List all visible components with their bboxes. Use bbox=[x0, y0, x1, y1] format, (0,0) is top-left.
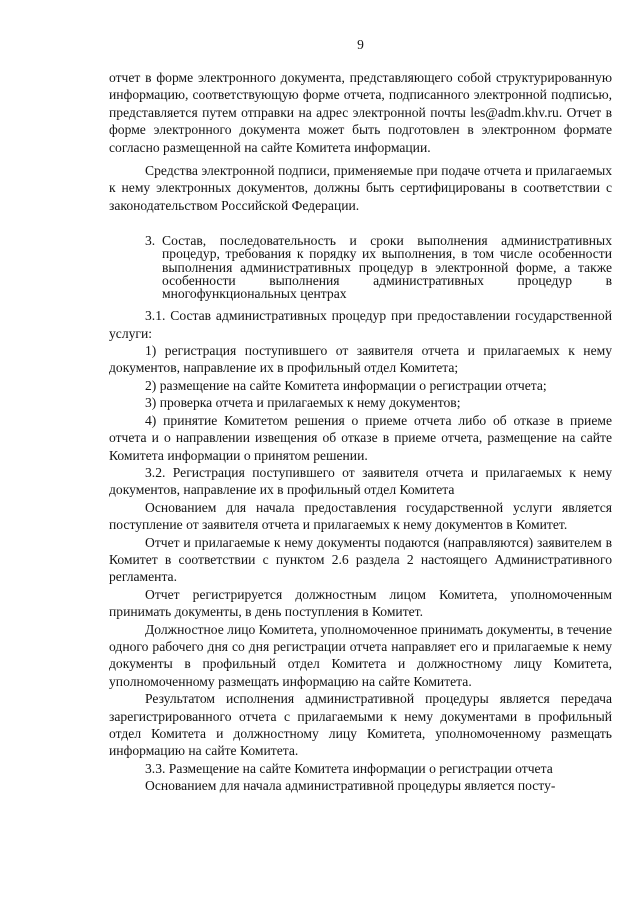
section-heading-3 bbox=[145, 234, 612, 300]
paragraph-result: Результатом исполнения административной процедуры является передача зарегистрированного отчета с прилагаемыми к нему документами в профильный отдел Комитета и должностному лицу Комитета, уполномоченному размещать информацию на сайте Комитета. bbox=[109, 691, 612, 759]
paragraph-3-2-title: 3.2. Регистрация поступившего от заявителя отчета и прилагаемых к нему документов, направление их в профильный отдел Комитета bbox=[109, 464, 612, 498]
list-item-2: 2) размещение на сайте Комитета информации о регистрации отчета; bbox=[145, 377, 547, 393]
document-body bbox=[109, 69, 612, 795]
paragraph-continuation: отчет в форме электронного документа, представляющего собой структурированную информацию, соответствующую форме отчета, подписанного электронной подписью, представляется путем отправки на адрес электронной почты les@adm.khv.ru. Отчет в форме электронного документа может быть подготовлен в электронном формате согласно размещенной на сайте Комитета информации. bbox=[109, 70, 612, 155]
paragraph-3-1: 3.1. Состав административных процедур при предоставлении государственной услуги: bbox=[109, 308, 612, 341]
list-item-3: 3) проверка отчета и прилагаемых к нему документов; bbox=[145, 395, 461, 411]
section-heading-number: 3. bbox=[145, 233, 156, 249]
paragraph-submission: Отчет и прилагаемые к нему документы подаются (направляются) заявителем в Комитет в соответствии с пунктом 2.6 раздела 2 настоящего Административного регламента. bbox=[109, 534, 612, 585]
paragraph-electronic-signature: Средства электронной подписи, применяемые при подаче отчета и прилагаемых к нему электронных документов, должны быть сертифицированы в соответствии с законодательством Российской Федерации. bbox=[109, 163, 612, 213]
paragraph-registration: Отчет регистрируется должностным лицом Комитета, уполномоченным принимать документы, в день поступления в Комитет. bbox=[109, 586, 612, 620]
paragraph-basis-3-3: Основанием для начала административной процедуры является посту- bbox=[145, 778, 556, 794]
paragraph-official: Должностное лицо Комитета, уполномоченное принимать документы, в течение одного рабочего дня со дня регистрации отчета направляет его и прилагаемые к нему документы в профильный отдел Комитета и должностному лицу Комитета, уполномоченному размещать информацию на сайте Комитета. bbox=[109, 621, 612, 689]
paragraph-basis: Основанием для начала предоставления государственной услуги является поступление от заявителя отчета и прилагаемых к нему документов в Комитет. bbox=[109, 499, 612, 533]
page-number: 9 bbox=[357, 37, 364, 52]
paragraph-3-3-title: 3.3. Размещение на сайте Комитета информации о регистрации отчета bbox=[145, 760, 553, 776]
list-item-4: 4) принятие Комитетом решения о приеме отчета либо об отказе в приеме отчета и о направлении извещения об отказе в приеме отчета, размещение на сайте Комитета информации о принятом решении. bbox=[109, 412, 612, 463]
list-item-1: 1) регистрация поступившего от заявителя отчета и прилагаемых к нему документов, направление их в профильный отдел Комитета; bbox=[109, 343, 612, 376]
section-heading-text: Состав, последовательность и сроки выполнения административных процедур, требования к порядку их выполнения, в том числе особенности выполнения административных процедур в электронной форме, а также особенности выполнения административных процедур в многофункциональных центрах bbox=[162, 233, 612, 302]
